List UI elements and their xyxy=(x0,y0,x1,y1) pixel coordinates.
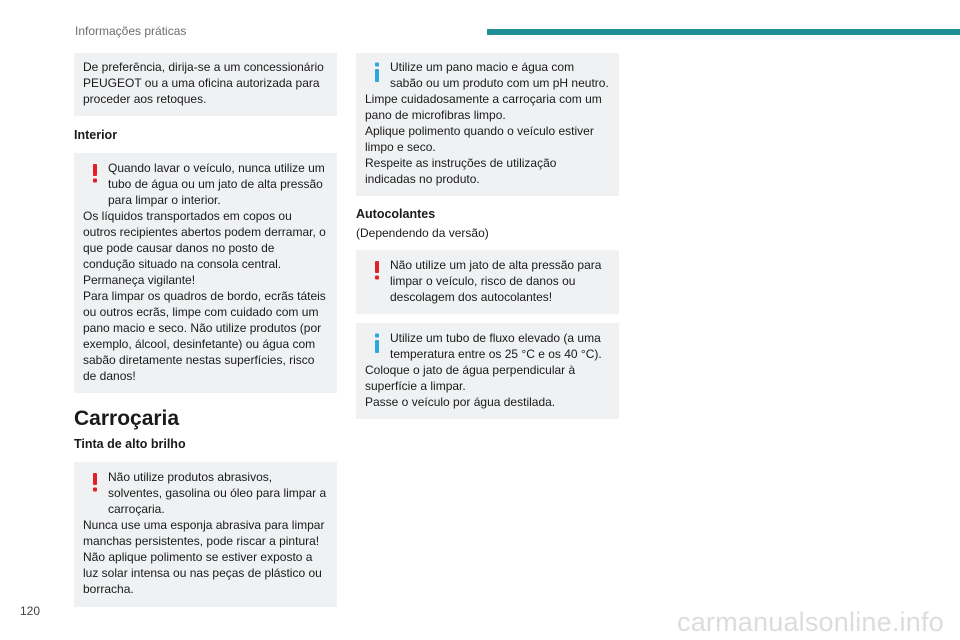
interior-heading: Interior xyxy=(74,128,118,142)
paint-info-p3: Aplique polimento quando o veículo estiver limpo e seco. xyxy=(365,124,594,154)
paint-warning-lead xyxy=(83,469,328,517)
stickers-warning-lead xyxy=(365,257,610,305)
paint-info-box xyxy=(356,53,619,196)
warning-icon xyxy=(370,259,384,281)
stickers-warning-box xyxy=(356,250,619,314)
paint-info-lead xyxy=(365,59,610,91)
interior-warning-p2: Os líquidos transportados em copos ou outros recipientes abertos podem derramar, o que pode causar danos no posto de condução situado na consola central. Permaneça vigilante! xyxy=(83,209,326,287)
info-icon xyxy=(370,61,384,83)
header-accent-bar xyxy=(487,29,960,35)
warning-icon xyxy=(88,162,102,184)
paint-info-p2: Limpe cuidadosamente a carroçaria com um pano de microfibras limpo. xyxy=(365,92,602,122)
intro-note-box xyxy=(74,53,337,116)
paint-warning-p3: Não aplique polimento se estiver exposto a luz solar intensa ou nas peças de plástico ou borracha. xyxy=(83,550,322,596)
stickers-info-lead xyxy=(365,330,610,362)
watermark-text: carmanualsonline.info xyxy=(677,607,944,637)
warning-icon xyxy=(88,471,102,493)
paint-warning-p2: Nunca use uma esponja abrasiva para limpar manchas persistentes, pode riscar a pintura! xyxy=(83,518,325,548)
paint-warning-lead-text: Não utilize produtos abrasivos, solventes, gasolina ou óleo para limpar a carroçaria. xyxy=(108,470,327,516)
paint-heading: Tinta de alto brilho xyxy=(74,437,186,451)
stickers-info-lead-text: Utilize um tubo de fluxo elevado (a uma temperatura entre os 25 °C e os 40 °C). xyxy=(390,331,602,361)
paint-info-p4: Respeite as instruções de utilização indicadas no produto. xyxy=(365,156,557,186)
section-heading-bodywork: Carroçaria xyxy=(74,407,180,430)
interior-warning-p3: Para limpar os quadros de bordo, ecrãs táteis ou outros ecrãs, limpe com cuidado com um pano macio e seco. Não utilize produtos (por exemplo, álcool, desinfetante) ou água com sabão diretamente nestas superfícies, risco de danos! xyxy=(83,289,326,383)
paint-info-lead-text: Utilize um pano macio e água com sabão ou um produto com um pH neutro. xyxy=(390,60,609,90)
left-column xyxy=(74,53,337,607)
interior-warning-lead-text: Quando lavar o veículo, nunca utilize um tubo de água ou um jato de alta pressão para limpar o interior. xyxy=(108,161,325,207)
stickers-heading: Autocolantes xyxy=(356,207,436,221)
interior-warning-lead xyxy=(83,160,328,208)
page-number: 120 xyxy=(20,604,41,618)
info-icon xyxy=(370,332,384,354)
stickers-warning-lead-text: Não utilize um jato de alta pressão para limpar o veículo, risco de danos ou descolagem dos autocolantes! xyxy=(390,258,602,304)
stickers-info-box xyxy=(356,323,619,419)
stickers-subtitle: (Dependendo da versão) xyxy=(356,226,489,240)
header-section-title: Informações práticas xyxy=(75,24,187,38)
interior-warning-box xyxy=(74,153,337,393)
stickers-info-p2: Coloque o jato de água perpendicular à superfície a limpar. xyxy=(365,363,576,393)
right-column xyxy=(356,53,619,419)
stickers-info-p3: Passe o veículo por água destilada. xyxy=(365,395,556,409)
intro-note-text: De preferência, dirija-se a um concessionário PEUGEOT ou a uma oficina autorizada para proceder aos retoques. xyxy=(83,60,324,106)
paint-warning-box xyxy=(74,462,337,607)
